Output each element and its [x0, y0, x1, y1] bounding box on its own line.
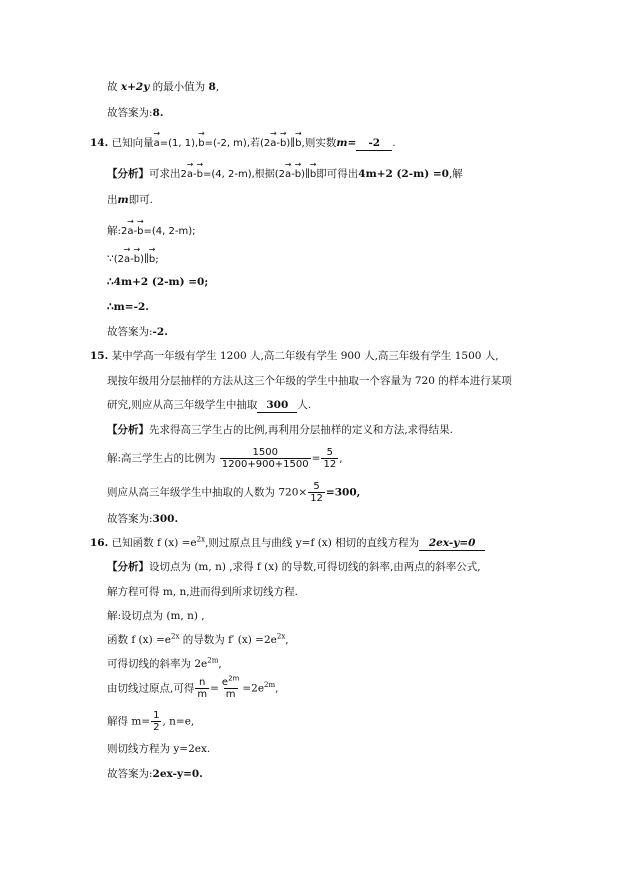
q16-solution-2: 函数 f $(x) =e^{2x}$ 的导数为 f′ $(x) =2e^{2x}$,: [107, 632, 289, 646]
q16-analysis-2: 解方程可得 m, n,进而得到所求切线方程.: [107, 586, 298, 598]
q15-stem-2: 现按年级用分层抽样的方法从这三个年级的学生中抽取一个容量为 720 的样本进行某项: [107, 375, 512, 387]
q16-answer-blank: 2ex-y=0: [419, 537, 485, 551]
q16-solution-1: 解:设切点为 (m, n) ,: [107, 610, 205, 622]
q16-solution-6: 则切线方程为 y=2ex.: [107, 743, 211, 755]
q15-stem-1: 15. 某中学高一年级有学生 1200 人,高二年级有学生 900 人,高三年级有学生 1500 人,: [90, 350, 499, 362]
fraction: $\frac{1500}{1200+900+1500}$: [221, 447, 309, 470]
fraction: $\frac{5}{12}$: [310, 481, 323, 504]
q15-answer: 故答案为:300.: [107, 513, 179, 525]
q14-analysis: 【分析】可求出2→ a-→ b=(4, 2-m),根据(2→ a-→ b)∥→ b即可得出4m+2 (2-m) =0,解: [107, 165, 463, 182]
q15-analysis: 【分析】先求得高三学生占的比例,再利用分层抽样的定义和方法,求得结果.: [107, 424, 454, 436]
q14-analysis-cont: 出m即可.: [107, 194, 153, 206]
q13-min-line: 故 x+2y 的最小值为 8,: [107, 81, 220, 93]
q16-analysis-1: 【分析】设切点为 (m, n) ,求得 f (x) 的导数,可得切线的斜率,由两点的斜率公式,: [107, 561, 481, 573]
q15-solution-2: 则应从高三年级学生中抽取的人数为 720× $\frac{5}{12}$ =300,: [107, 481, 361, 504]
fraction: $\frac{n}{m}$: [197, 677, 208, 700]
q14-stem: 14. 已知向量→ a=(1, 1),→ b=(-2, m),若(2→ a-→ b)∥→ b,则实数m= -2 .: [90, 134, 396, 151]
q14-solution-1: 解:2→ a-→ b=(4, 2-m);: [107, 222, 196, 239]
q15-answer-blank: 300: [257, 399, 297, 413]
q16-solution-4: 由切线过原点,可得 $\frac{n}{m}$ = $\frac{e^{2m}}{m}$ $=2e^{2m}$,: [107, 674, 279, 700]
q16-solution-5: 解得 m= $\frac{1}{2}$ , n=e,: [107, 710, 195, 733]
q14-solution-4: ∴m=-2.: [107, 301, 149, 313]
q14-answer: 故答案为:-2.: [107, 326, 168, 338]
q16-stem: 16. 已知函数 f $(x) =e^{2x}$,则过原点且与曲线 y=f (x) 相切的直线方程为 2ex-y=0: [90, 536, 485, 551]
q16-answer: 故答案为:2ex-y=0.: [107, 768, 203, 780]
q15-stem-3: 研究,则应从高三年级学生中抽取 300 人.: [107, 399, 312, 411]
q14-answer-blank: -2: [356, 137, 392, 151]
q16-solution-3: 可得切线的斜率为 $2e^{2m}$,: [107, 656, 222, 670]
q13-answer: 故答案为:8.: [107, 107, 164, 119]
fraction: $\frac{e^{2m}}{m}$: [221, 674, 240, 700]
q15-solution-1: 解:高三学生占的比例为 $\frac{1500}{1200+900+1500}$ = $\frac{5}{12}$ ,: [107, 447, 343, 470]
fraction: $\frac{5}{12}$: [323, 447, 337, 470]
q14-solution-3: ∴4m+2 (2-m) =0;: [107, 276, 209, 288]
q14-solution-2: ∵(2→ a-→ b)∥→ b;: [107, 250, 159, 267]
fraction: $\frac{1}{2}$: [153, 710, 160, 733]
